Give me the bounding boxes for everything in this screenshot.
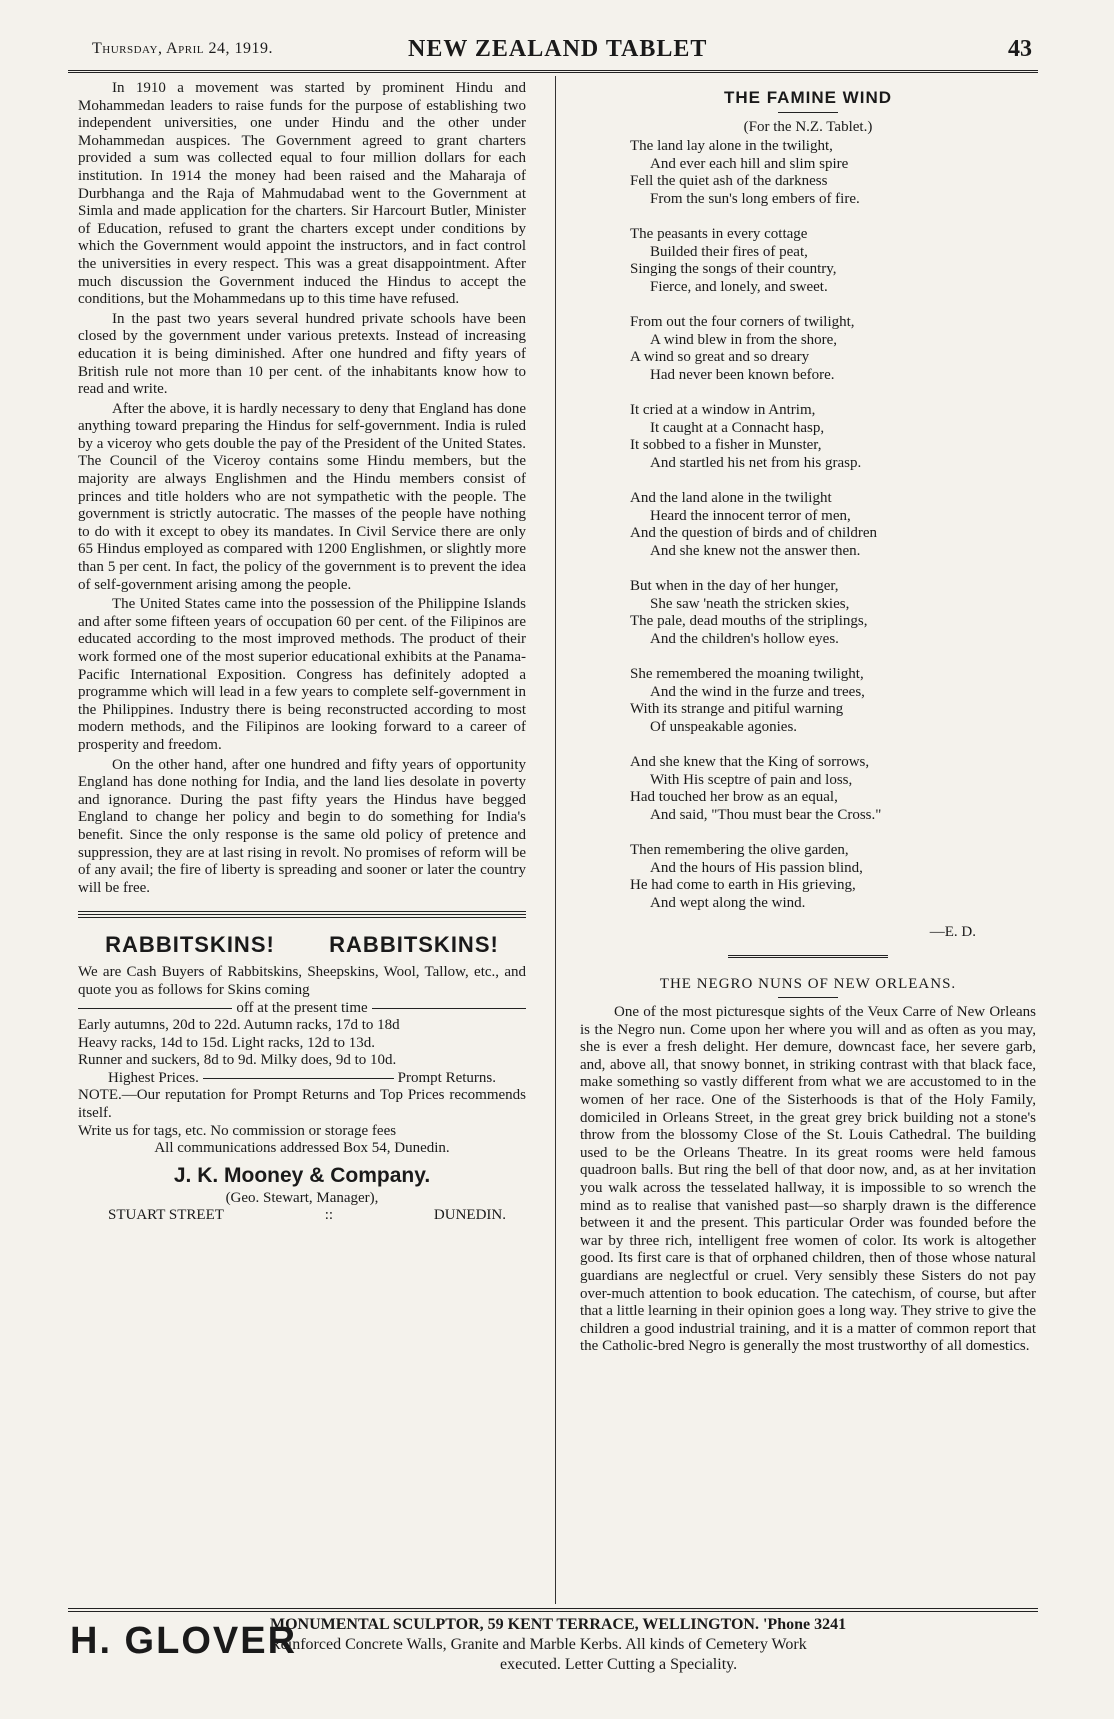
poem-stanza bbox=[580, 666, 1036, 736]
ad-rule-segment bbox=[372, 1008, 526, 1009]
ad-manager: (Geo. Stewart, Manager), bbox=[225, 1189, 379, 1206]
rabbitskins-advertisement bbox=[78, 932, 526, 1225]
article-paragraph: The United States came into the possession of the Philippine Islands and after some fifteen years of occupation 60 per cent. of the Filipinos are educated according to the most improved methods. The product of their work formed one of the most superior educational exhibits at the Panama-Pacific International Exposition. Congress has definitely adopted a programme which will lead in a few years to complete self-government in the Philippines. Industry there is being reconstructed according to most modern methods, and the Filipinos are looking forward to a career of prosperity and freedom. bbox=[78, 596, 526, 753]
advertiser-services: Reinforced Concrete Walls, Granite and Marble Kerbs. All kinds of Cemetery Work bbox=[270, 1636, 807, 1653]
advertiser-tagline: executed. Letter Cutting a Speciality. bbox=[500, 1656, 738, 1673]
poem-line: The peasants in every cottage bbox=[630, 226, 808, 242]
poem-line: Builded their fires of peat, bbox=[650, 243, 808, 260]
ad-ruled-line bbox=[78, 1000, 526, 1018]
poem-stanzas bbox=[580, 138, 1036, 912]
ad-rule-segment bbox=[203, 1078, 394, 1079]
ad-heading-right: RABBITSKINS! bbox=[329, 932, 499, 958]
poem-line: Fierce, and lonely, and sweet. bbox=[650, 278, 828, 295]
advertiser-name: H. GLOVER bbox=[70, 1620, 298, 1662]
poem-line: From the sun's long embers of fire. bbox=[650, 190, 860, 207]
ad-rule-top-thin bbox=[78, 917, 526, 918]
poem-line: With its strange and pitiful warning bbox=[630, 701, 844, 717]
poem-line: And wept along the wind. bbox=[650, 894, 806, 911]
poem-line: Fell the quiet ash of the darkness bbox=[630, 173, 828, 189]
ad-city: DUNEDIN. bbox=[433, 1207, 506, 1224]
poem-line: He had come to earth in His grieving, bbox=[630, 877, 856, 893]
article-paragraph: In the past two years several hundred private schools have been closed by the government under various pretexts. Instead of increasing education it is being diminished. After one hundred and fifty years of British rule not more than 10 per cent. of the inhabitants know how to read and write. bbox=[78, 310, 526, 398]
poem-line: And the hours of His passion blind, bbox=[650, 859, 863, 876]
poem-line: Heard the innocent terror of men, bbox=[650, 507, 851, 524]
poem-line: From out the four corners of twilight, bbox=[630, 314, 855, 330]
ad-heading-left: RABBITSKINS! bbox=[105, 932, 275, 958]
footer-rule bbox=[68, 1608, 1038, 1612]
poem-line: She remembered the moaning twilight, bbox=[630, 666, 864, 682]
poem-line: And said, "Thou must bear the Cross." bbox=[650, 806, 882, 823]
issue-date: Thursday, April 24, 1919. bbox=[92, 40, 273, 57]
title-rule bbox=[778, 112, 838, 113]
poem-line: A wind so great and so dreary bbox=[630, 349, 810, 365]
poem-line: The pale, dead mouths of the striplings, bbox=[630, 613, 868, 629]
ad-highest-prices: Highest Prices. bbox=[108, 1069, 199, 1086]
section-divider bbox=[728, 955, 888, 958]
poem-line: Of unspeakable agonies. bbox=[650, 718, 798, 735]
poem-stanza bbox=[580, 490, 1036, 560]
ad-street: STUART STREET bbox=[108, 1207, 224, 1224]
ad-intro: We are Cash Buyers of Rabbitskins, Sheepskins, Wool, Tallow, etc., and quote you as follows for Skins coming bbox=[78, 964, 526, 998]
poem-line: With His sceptre of pain and loss, bbox=[650, 771, 853, 788]
poem-line: And she knew not the answer then. bbox=[650, 542, 861, 559]
poem-line: The land lay alone in the twilight, bbox=[630, 138, 833, 154]
poem-line: And ever each hill and slim spire bbox=[650, 155, 849, 172]
glover-advertisement bbox=[70, 1616, 1040, 1696]
ad-prices-line bbox=[78, 1070, 526, 1088]
poem-line: And the children's hollow eyes. bbox=[650, 630, 839, 647]
article-paragraph: In 1910 a movement was started by prominent Hindu and Mohammedan leaders to raise funds for the purpose of establishing two independent universities, one under Hindu and the other under Mohammedan auspices. The Government agreed to grant charters provided a sum was collected equal to four million dollars for each institution. In 1914 the money had been raised and the Maharaja of Durbhanga and the Raja of Mahmudabad went to the Government at Simla and made application for the charters. Sir Harcourt Butler, Minister of Education, refused to grant the charters except under conditions by which the Government would appoint the instructors, and in fact control the universities in every respect. This was a great disappointment. After much discussion the Government induced the Hindus to accept the conditions, but the Mohammedans up to this time have refused. bbox=[78, 80, 526, 308]
article-paragraph: After the above, it is hardly necessary to deny that England has done anything toward preparing the Hindus for self-government. India is ruled by a viceroy who gets double the pay of the President of the United States. The Council of the Viceroy contains some Hindu members, but the majority are always Englishmen and the Hindu members consist of princes and title holders who are not sympathetic with the people. The government is strictly autocratic. The masses of the people have nothing to do with it except to obey its mandates. In Civil Service there are only 65 Hindus employed as compared with 1200 Englishmen, or slightly more than 5 per cent. In fact, the policy of the government is to prevent the idea of self-government arising among the people. bbox=[78, 400, 526, 593]
ad-heading bbox=[78, 932, 526, 958]
ad-prompt-returns: Prompt Returns. bbox=[397, 1069, 496, 1086]
ad-company-name: J. K. Mooney & Company. bbox=[173, 1163, 431, 1187]
ad-write: Write us for tags, etc. No commission or storage fees bbox=[78, 1122, 397, 1139]
poem-line: And the wind in the furze and trees, bbox=[650, 683, 865, 700]
ad-rate-line: Early autumns, 20d to 22d. Autumn racks, 17d to 18d bbox=[78, 1017, 400, 1034]
poem-line: She saw 'neath the stricken skies, bbox=[650, 595, 850, 612]
ad-ruled-text: off at the present time bbox=[236, 999, 368, 1016]
article-paragraph: One of the most picturesque sights of the Veux Carre of New Orleans is the Negro nun. Come upon her where you will and as often as you may, she is ever a fresh delight. Her demure, downcast face, her severe garb, and, above all, that snowy bonnet, in striking contrast with that black face, make something so vastly different from what we are accustomed to in the women of her race. One of the Sisterhoods is that of the Holy Family, domiciled in Orleans Street, in the great grey brick building not a stone's throw from the blossomy Close of the St. Louis Cathedral. The building used to be the Orleans Theatre. In its great rooms were held famous quadroon balls. But ring the bell of that door now, and, as at her invitation you walk across the tesselated hallway, it is impossible to so wrench the mind as to realise that vanished past—so sharply drawn is the difference between it and the present. This particular Order was founded before the war by three rich, intelligent free women of color. Its work is altogether good. Its first care is that of orphaned children, then of those whose natural guardians are neglectful or cruel. Very sensibly these Sisters do not pay over-much attention to book education. The catechism, of course, but after that a little learning in their opinion goes a long way. They strive to give the children a good industrial training, and it is a matter of common report that the Catholic-bred Negro is generally the most trustworthy of all domestics. bbox=[580, 1004, 1036, 1355]
right-column bbox=[580, 88, 1036, 1358]
poem-line: It sobbed to a fisher in Munster, bbox=[630, 437, 822, 453]
ad-rate-line: Runner and suckers, 8d to 9d. Milky does, 9d to 10d. bbox=[78, 1052, 397, 1069]
india-article bbox=[78, 80, 526, 897]
poem-line: Then remembering the olive garden, bbox=[630, 842, 849, 858]
poem bbox=[580, 88, 1036, 941]
masthead bbox=[78, 34, 1038, 68]
ad-rule-top bbox=[78, 911, 526, 915]
ad-communications: All communications addressed Box 54, Dunedin. bbox=[154, 1140, 450, 1157]
article-title: THE NEGRO NUNS OF NEW ORLEANS. bbox=[659, 976, 957, 992]
ad-address bbox=[78, 1207, 526, 1225]
poem-signature: —E. D. bbox=[929, 924, 976, 940]
masthead-rule bbox=[68, 70, 1038, 73]
left-column bbox=[78, 80, 526, 1225]
poem-line: A wind blew in from the shore, bbox=[650, 331, 838, 348]
poem-line: Singing the songs of their country, bbox=[630, 261, 837, 277]
ad-rate-line: Heavy racks, 14d to 15d. Light racks, 12d to 13d. bbox=[78, 1034, 376, 1051]
poem-stanza bbox=[580, 226, 1036, 296]
poem-line: It cried at a window in Antrim, bbox=[630, 402, 816, 418]
poem-stanza bbox=[580, 402, 1036, 472]
newspaper-title: NEW ZEALAND TABLET bbox=[408, 36, 708, 62]
poem-line: Had never been known before. bbox=[650, 366, 835, 383]
poem-line: But when in the day of her hunger, bbox=[630, 578, 839, 594]
poem-stanza bbox=[580, 842, 1036, 912]
ad-note: NOTE.—Our reputation for Prompt Returns and Top Prices recommends itself. bbox=[78, 1087, 526, 1122]
poem-title: THE FAMINE WIND bbox=[724, 88, 892, 107]
negro-nuns-article bbox=[580, 976, 1036, 1356]
poem-line: It caught at a Connacht hasp, bbox=[650, 419, 825, 436]
ad-rule-segment bbox=[78, 1008, 232, 1009]
poem-line: And startled his net from his grasp. bbox=[650, 454, 862, 471]
article-paragraph: On the other hand, after one hundred and fifty years of opportunity England has done nothing for India, and the land lies desolate in poverty and ignorance. During the past fifty years the Hindus have begged England to change her policy and begin to do something for India's benefit. Since the only response is the same old policy of pretence and suppression, they are at last rising in revolt. No promises of reform will be of any avail; the fire of liberty is spreading and sooner or later the country will be free. bbox=[78, 756, 526, 896]
poem-line: Had touched her brow as an equal, bbox=[630, 789, 838, 805]
poem-stanza bbox=[580, 754, 1036, 824]
column-divider bbox=[555, 76, 556, 1604]
advertiser-address: MONUMENTAL SCULPTOR, 59 KENT TERRACE, WELLINGTON. 'Phone 3241 bbox=[270, 1616, 847, 1633]
poem-stanza bbox=[580, 138, 1036, 208]
page-number: 43 bbox=[1008, 36, 1032, 62]
poem-line: And the land alone in the twilight bbox=[630, 490, 832, 506]
title-rule bbox=[778, 997, 838, 998]
poem-line: And she knew that the King of sorrows, bbox=[630, 754, 870, 770]
poem-line: And the question of birds and of children bbox=[630, 525, 878, 541]
poem-stanza bbox=[580, 314, 1036, 384]
poem-stanza bbox=[580, 578, 1036, 648]
ad-separator: :: bbox=[324, 1207, 334, 1224]
poem-subtitle: (For the N.Z. Tablet.) bbox=[743, 119, 873, 135]
